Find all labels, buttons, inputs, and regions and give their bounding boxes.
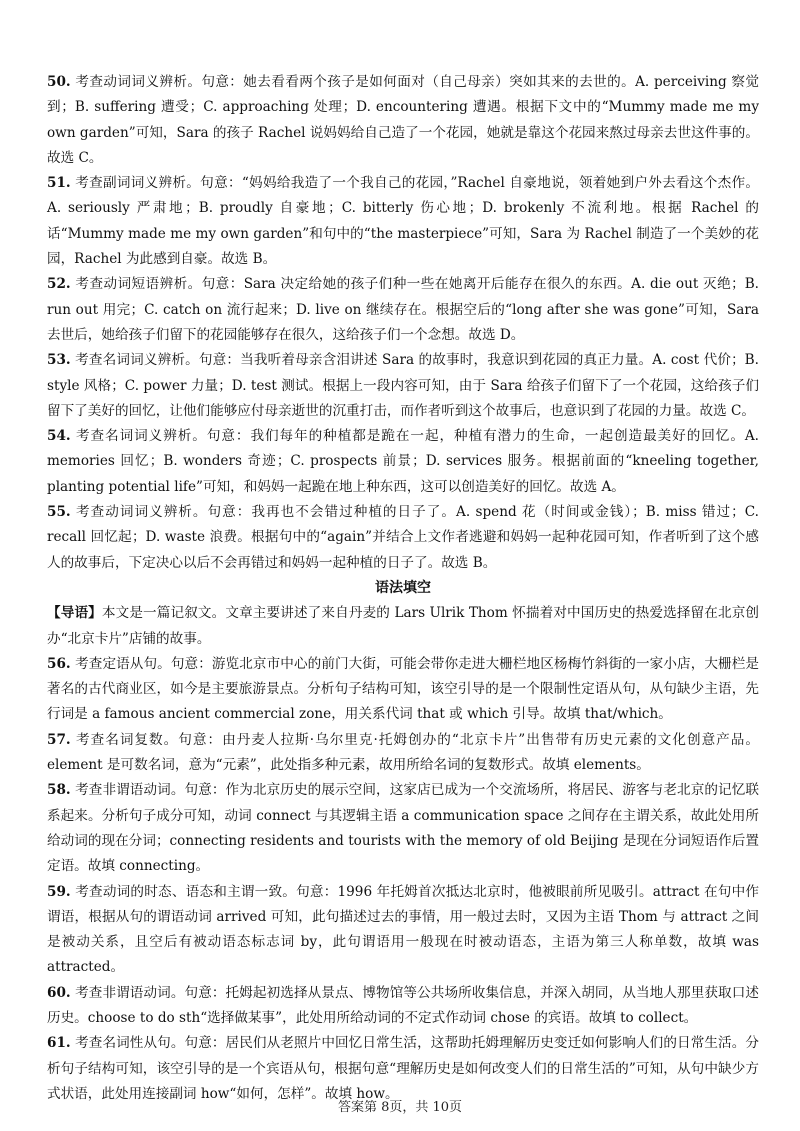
question-61: 61. 考查名词性从句。句意：居民们从老照片中回忆日常生活，这帮助托姆理解历史变迁如何影响人们的日常生活。分析句子结构可知，该空引导的是一个宾语从句，根据句意“理解历史是如何改变人们的日常生活的”可知，从句中缺少方式状语，此处用连接副词 how“如何，怎样”。故填 how。 [47,1035,760,1102]
section-title: 语法填空 [375,579,431,596]
guide-paragraph [47,601,759,652]
question-53: 53. 考查名词词义辨析。句意：当我听着母亲含泪讲述 Sara 的故事时，我意识到花园的真正力量。A. cost 代价；B. style 风格；C. power 力量；D. test 测试。根据上一段内容可知，由于 Sara 给孩子们留下了一个花园，这给孩子们留下了美好的回忆，让他们能够应付母亲逝世的沉重打击，而作者听到这个故事后，也意识到了花园的力量。故选 C。 [47,352,759,419]
question-51: 51. 考查副词词义辨析。句意：“妈妈给我造了一个我自己的花园，”Rachel 自豪地说，领着她到户外去看这个杰作。A. seriously 严肃地；B. proudly 自豪地；C. bitterly 伤心地；D. brokenly 不流利地。根据 Rachel 的话“Mummy made me my own garden”和句中的“the masterpiece”可知，Sara 为 Rachel 制造了一个美妙的花园，Rachel 为此感到自豪。故选 B。 [47,175,759,268]
question-52: 52. 考查动词短语辨析。句意：Sara 决定给她的孩子们种一些在她离开后能存在很久的东西。A. die out 灭绝；B. run out 用完；C. catch on 流行起来；D. live on 继续存在。根据空后的“long after she was gone”可知，Sara 去世后，她给孩子们留下的花园能够存在很久，这给孩子们一个念想。故选 D。 [47,276,760,343]
question-60: 60. 考查非谓语动词。句意：托姆起初选择从景点、博物馆等公共场所收集信息，并深入胡同，从当地人那里获取口述历史。choose to do sth“选择做某事”，此处用所给动词的不定式作动词 chose 的宾语。故填 to collect。 [47,984,760,1026]
guide-label: 【导语】 [47,605,102,622]
question-50: 50. 考查动词词义辨析。句意：她去看看两个孩子是如何面对（自己母亲）突如其来的去世的。A. perceiving 察觉到；B. suffering 遭受；C. approaching 处理；D. encountering 遭遇。根据下文中的“Mummy made me my own garden”可知，Sara 的孩子 Rachel 说妈妈给自己造了一个花园，她就是靠这个花园来熬过母亲去世这件事的。故选 C。 [47,74,760,166]
question-56: 56. 考查定语从句。句意：游览北京市中心的前门大街，可能会带你走进大栅栏地区杨梅竹斜街的一家小店，大栅栏是著名的古代商业区，如今是主要旅游景点。分析句子结构可知，该空引导的是一个限制性定语从句，从句缺少主语，先行词是 a famous ancient commercial zone，用关系代词 that 或 which 引导。故填 that/which。 [47,655,760,723]
question-55: 55. 考查动词词义辨析。句意：我再也不会错过种植的日子了。A. spend 花（时间或金钱）；B. miss 错过；C. recall 回忆起；D. waste 浪费。根据句中的“again”并结合上文作者逃避和妈妈一起种花园可知，作者听到了这个感人的故事后，下定决心以后不会再错过和妈妈一起种植的日子了。故选 B。 [47,504,759,571]
question-58: 58. 考查非谓语动词。句意：作为北京历史的展示空间，这家店已成为一个交流场所，将居民、游客与老北京的记忆联系起来。分析句子成分可知，动词 connect 与其逻辑主语 a communication space 之间存在主谓关系，故此处用所给动词的现在分词；connecting residents and tourists with the memory of old Beijing 是现在分词短语作后置定语。故填 connecting。 [47,782,760,875]
page-footer: 答案第 8页，共 10页 [337,1100,463,1115]
question-59: 59. 考查动词的时态、语态和主谓一致。句意：1996 年托姆首次抵达北京时，他被眼前所见吸引。attract 在句中作谓语，根据从句的谓语动词 arrived 可知，此句描述过去的事情，用一般过去时，又因为主语 Thom 与 attract 之间是被动关系，且空后有被动语态标志词 by，此句谓语用一般现在时被动语态，主语为第三人称单数，故填 was attracted。 [47,883,759,976]
question-54: 54. 考查名词词义辨析。句意：我们每年的种植都是跪在一起，种植有潜力的生命，一起创造最美好的回忆。A. memories 回忆；B. wonders 奇迹；C. prospects 前景；D. services 服务。根据前面的“kneeling together, planting potential life”可知，和妈妈一起跪在地上种东西，这可以创造美好的回忆。故选 A。 [47,428,759,495]
guide-text: 本文是一篇记叙文。文章主要讲述了来自丹麦的 Lars Ulrik Thom 怀揣着对中国历史的热爱选择留在北京创办“北京卡片”店铺的故事。 [47,605,760,647]
answer-page [47,70,759,1107]
question-57: 57. 考查名词复数。句意：由丹麦人拉斯·乌尔里克·托姆创办的“北京卡片”出售带有历史元素的文化创意产品。element 是可数名词，意为“元素”，此处指多种元素，故用所给名词的复数形式。故填 elements。 [47,731,759,774]
